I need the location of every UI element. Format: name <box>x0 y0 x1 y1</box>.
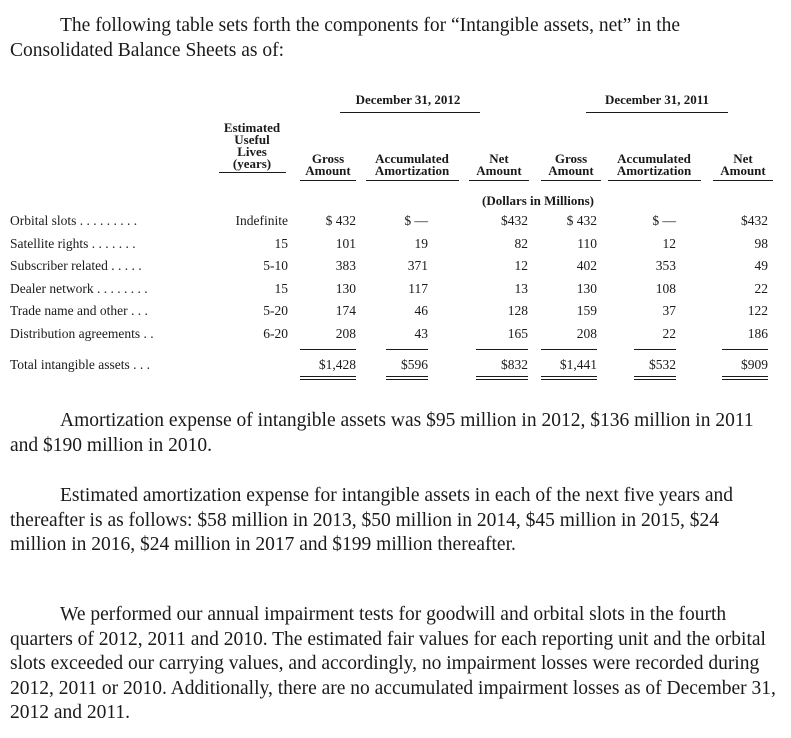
net-2011-rule <box>713 180 773 181</box>
subtotal-rule-a11 <box>634 349 676 350</box>
total-double-rule <box>541 376 597 377</box>
net-2012-rule <box>469 180 529 181</box>
lives-header-3: Lives <box>237 144 267 159</box>
row-accum-2012: 117 <box>408 280 428 296</box>
estimated-amortization-paragraph: Estimated amortization expense for intangible assets in each of the next five years and thereafter is as follows: $58 million in 2013, $50 million in 2014, $45 million in 2015, $24 million in 2016, $24 million in 2017 and $199 million thereafter. <box>10 485 734 555</box>
period-rule-2011 <box>586 112 728 113</box>
subtotal-rule-n11 <box>722 349 768 350</box>
period-rule-2012 <box>340 112 480 113</box>
net-header-2011-1: Net <box>733 151 753 166</box>
row-net-2012: $432 <box>501 213 528 228</box>
row-gross-2011: 208 <box>576 326 597 341</box>
row-gross-2012: 383 <box>335 258 356 274</box>
total-double-rule <box>722 379 768 380</box>
period-header-2011: December 31, 2011 <box>604 92 710 107</box>
lives-header-1: Estimated <box>223 120 281 135</box>
row-gross-2012: 174 <box>335 303 356 319</box>
row-gross-2012: 101 <box>335 235 356 251</box>
total-accum-2012: $596 <box>401 357 428 372</box>
row-gross-2011: 402 <box>576 258 597 274</box>
lives-header-rule <box>219 172 286 173</box>
row-net-2011: 122 <box>747 303 768 319</box>
total-net-2012: $832 <box>501 357 528 372</box>
row-net-2012: 128 <box>507 303 528 319</box>
total-label: Total intangible assets . . . <box>10 357 151 372</box>
lives-header-2: Useful <box>234 132 270 147</box>
total-accum-2011: $532 <box>649 357 676 372</box>
row-accum-2011: 37 <box>662 303 676 319</box>
amortization-paragraph: Amortization expense of intangible assets was $95 million in 2012, $136 million in 2011 and $190 million in 2010. <box>10 410 754 456</box>
row-lives: 15 <box>274 235 288 251</box>
total-double-rule <box>722 376 768 377</box>
accum-header-2011-2: Amortization <box>616 163 692 178</box>
row-label: Dealer network . . . . . . . . <box>10 280 148 296</box>
period-header-2012: December 31, 2012 <box>355 92 461 107</box>
accum-header-2012-1: Accumulated <box>375 151 449 166</box>
row-accum-2012: 371 <box>407 258 428 274</box>
total-double-rule <box>386 376 428 377</box>
subtotal-rule-g12 <box>300 349 356 350</box>
gross-header-2012-2: Amount <box>305 163 351 178</box>
net-header-2012-1: Net <box>489 151 509 166</box>
net-header-2011-2: Amount <box>720 163 766 178</box>
impairment-paragraph: We performed our annual impairment tests for goodwill and orbital slots in the fourth quarters of 2012, 2011 and 2010. The estimated fair values for each reporting unit and the orbital slots exceeded our carrying values, and accordingly, no impairment losses were recorded during 2012, 2011 or 2010. Additionally, there are no accumulated impairment losses as of December 31, 2012 and 2011. <box>10 604 776 723</box>
row-lives: 15 <box>274 280 288 296</box>
accum-header-2011-1: Accumulated <box>617 151 691 166</box>
accum-2012-rule <box>366 180 459 181</box>
total-double-rule <box>634 376 676 377</box>
accum-2011-rule <box>608 180 701 181</box>
net-header-2012-2: Amount <box>476 163 522 178</box>
subtotal-rule-a12 <box>386 349 428 350</box>
row-net-2012: 12 <box>514 258 528 274</box>
gross-2012-rule <box>300 180 356 181</box>
row-net-2012: 13 <box>514 280 528 296</box>
total-double-rule <box>300 379 356 380</box>
gross-header-2011-2: Amount <box>548 163 594 178</box>
row-gross-2012: 130 <box>335 280 356 296</box>
gross-header-2012-1: Gross <box>311 151 345 166</box>
row-net-2011: 49 <box>754 258 768 274</box>
intro-paragraph: The following table sets forth the components for “Intangible assets, net” in the Consolidated Balance Sheets as of: <box>10 15 681 61</box>
row-gross-2011: 159 <box>576 303 597 319</box>
row-gross-2011: 110 <box>577 235 597 251</box>
row-net-2011: $432 <box>741 213 768 228</box>
total-gross-2012: $1,428 <box>318 357 356 372</box>
total-double-rule <box>634 379 676 380</box>
row-lives: Indefinite <box>235 213 288 228</box>
subtotal-rule-g11 <box>541 349 597 350</box>
row-label: Satellite rights . . . . . . . <box>10 235 136 251</box>
row-label: Distribution agreements . . <box>10 326 154 341</box>
total-double-rule <box>541 379 597 380</box>
units-label: (Dollars in Millions) <box>482 193 594 208</box>
row-gross-2012: $ 432 <box>325 213 356 228</box>
row-net-2011: 186 <box>747 326 768 341</box>
row-accum-2011: 12 <box>662 235 676 251</box>
row-accum-2012: 19 <box>414 235 428 251</box>
lives-header-4: (years) <box>232 156 272 171</box>
row-lives: 5-20 <box>263 303 288 319</box>
row-accum-2012: 46 <box>414 303 428 319</box>
row-net-2012: 165 <box>507 326 528 341</box>
row-net-2011: 22 <box>754 280 768 296</box>
total-gross-2011: $1,441 <box>559 357 597 372</box>
total-double-rule <box>476 376 528 377</box>
row-net-2012: 82 <box>514 235 528 251</box>
subtotal-rule-n12 <box>476 349 528 350</box>
row-accum-2011: $ — <box>652 213 676 228</box>
gross-header-2011-1: Gross <box>554 151 588 166</box>
row-gross-2011: $ 432 <box>566 213 597 228</box>
row-gross-2011: 130 <box>576 280 597 296</box>
row-lives: 6-20 <box>263 326 288 341</box>
total-double-rule <box>386 379 428 380</box>
total-net-2011: $909 <box>741 357 768 372</box>
row-accum-2012: 43 <box>414 326 428 341</box>
row-gross-2012: 208 <box>335 326 356 341</box>
total-double-rule <box>476 379 528 380</box>
row-net-2011: 98 <box>754 235 768 251</box>
row-lives: 5-10 <box>263 258 288 274</box>
row-accum-2011: 108 <box>655 280 676 296</box>
row-accum-2012: $ — <box>404 213 428 228</box>
accum-header-2012-2: Amortization <box>374 163 450 178</box>
gross-2011-rule <box>541 180 601 181</box>
row-accum-2011: 353 <box>655 258 676 274</box>
row-accum-2011: 22 <box>662 326 676 341</box>
row-label: Orbital slots . . . . . . . . . <box>10 213 138 228</box>
row-label: Trade name and other . . . <box>10 303 148 319</box>
row-label: Subscriber related . . . . . <box>10 258 142 274</box>
total-double-rule <box>300 376 356 377</box>
